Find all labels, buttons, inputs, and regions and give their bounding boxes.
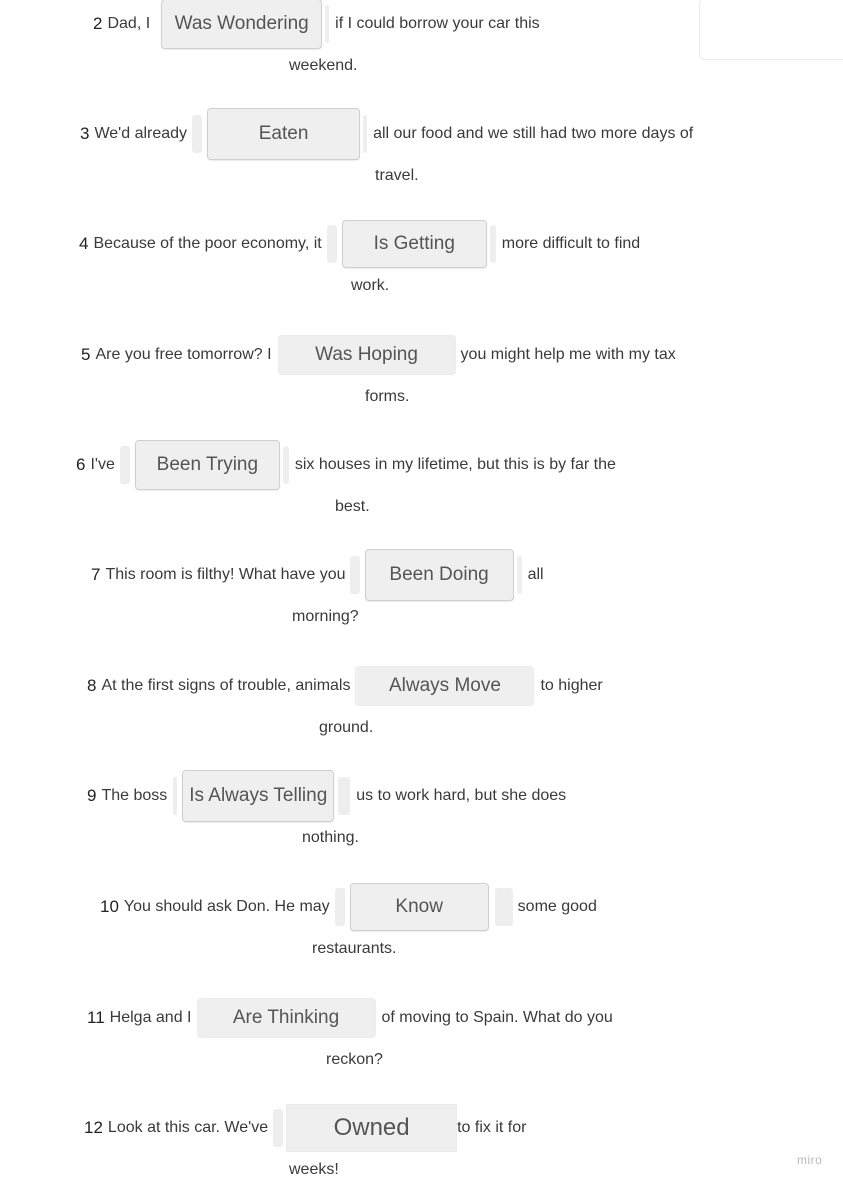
sentence-before: Helga and I xyxy=(109,1009,192,1026)
question-number: 7 xyxy=(91,565,101,584)
sentence-before: Dad, I xyxy=(107,15,151,32)
answer-box[interactable]: Been Trying xyxy=(135,440,280,490)
blank-slot xyxy=(325,5,329,43)
blank-slot xyxy=(273,1109,283,1147)
question-11 xyxy=(0,994,843,1084)
sentence-continuation: restaurants. xyxy=(312,940,397,957)
answer-box[interactable]: Been Doing xyxy=(365,549,514,601)
sentence-after: you might help me with my tax xyxy=(460,346,676,363)
question-number: 3 xyxy=(80,124,90,143)
answer-box[interactable]: Is Always Telling xyxy=(182,770,334,822)
sentence-continuation: nothing. xyxy=(302,829,359,846)
sentence-before: The boss xyxy=(101,787,168,804)
blank-slot xyxy=(490,225,496,263)
sentence-continuation: travel. xyxy=(375,167,419,184)
sentence-continuation: ground. xyxy=(319,719,374,736)
sentence-after: of moving to Spain. What do you xyxy=(381,1009,613,1026)
blank-slot xyxy=(192,115,202,153)
sentence-after: all our food and we still had two more days of xyxy=(373,125,694,142)
question-10 xyxy=(0,883,843,973)
answer-box[interactable]: Was Hoping xyxy=(278,335,456,375)
answer-box[interactable]: Know xyxy=(350,883,489,931)
question-number: 9 xyxy=(87,786,97,805)
blank-slot xyxy=(338,777,350,815)
sentence-continuation: best. xyxy=(335,498,370,515)
sentence-after: if I could borrow your car this xyxy=(335,15,540,32)
answer-box[interactable]: Are Thinking xyxy=(197,998,376,1038)
sentence-continuation: forms. xyxy=(365,388,410,405)
question-6 xyxy=(0,441,843,531)
question-number: 11 xyxy=(87,1008,105,1027)
blank-slot xyxy=(363,115,367,153)
question-2 xyxy=(0,0,843,90)
miro-watermark: miro xyxy=(797,1153,823,1167)
sentence-before: At the first signs of trouble, animals xyxy=(101,677,351,694)
question-number: 2 xyxy=(93,14,103,33)
question-9 xyxy=(0,772,843,862)
sentence-after: some good xyxy=(517,898,597,915)
blank-slot xyxy=(283,446,289,484)
sentence-after: six houses in my lifetime, but this is by far the xyxy=(294,456,616,473)
blank-slot xyxy=(335,888,345,926)
blank-slot xyxy=(173,777,177,815)
sentence-continuation: reckon? xyxy=(326,1051,383,1068)
sentence-continuation: work. xyxy=(351,277,390,294)
sentence-after: to fix it for xyxy=(457,1119,527,1136)
sentence-before: We'd already xyxy=(94,125,188,142)
question-12 xyxy=(0,1104,843,1194)
blank-slot xyxy=(350,556,360,594)
sentence-before: This room is filthy! What have you xyxy=(105,566,346,583)
question-8 xyxy=(0,662,843,752)
question-5 xyxy=(0,331,843,421)
sentence-before: I've xyxy=(90,456,115,473)
sentence-continuation: weeks! xyxy=(289,1161,339,1178)
sentence-before: You should ask Don. He may xyxy=(123,898,330,915)
question-number: 6 xyxy=(76,455,86,474)
question-number: 12 xyxy=(84,1118,103,1137)
sentence-after: all xyxy=(527,566,544,583)
sentence-before: Because of the poor economy, it xyxy=(93,235,322,252)
question-number: 10 xyxy=(100,897,119,916)
question-number: 8 xyxy=(87,676,97,695)
sentence-before: Are you free tomorrow? I xyxy=(95,346,272,363)
sentence-continuation: morning? xyxy=(292,608,359,625)
sentence-after: us to work hard, but she does xyxy=(356,787,567,804)
blank-slot xyxy=(327,225,337,263)
sentence-after: to higher xyxy=(540,677,603,694)
question-7 xyxy=(0,551,843,641)
sentence-after: more difficult to find xyxy=(501,235,641,252)
answer-box[interactable]: Was Wondering xyxy=(161,0,322,49)
answer-box[interactable]: Owned xyxy=(286,1104,457,1152)
question-3 xyxy=(0,110,843,200)
blank-slot xyxy=(495,888,513,926)
blank-slot xyxy=(120,446,130,484)
question-4 xyxy=(0,220,843,310)
blank-slot xyxy=(517,556,522,594)
answer-box[interactable]: Is Getting xyxy=(342,220,487,268)
question-number: 5 xyxy=(81,345,91,364)
sentence-before: Look at this car. We've xyxy=(107,1119,269,1136)
answer-box[interactable]: Eaten xyxy=(207,108,360,160)
answer-box[interactable]: Always Move xyxy=(355,666,534,706)
question-number: 4 xyxy=(79,234,89,253)
sentence-continuation: weekend. xyxy=(289,57,358,74)
